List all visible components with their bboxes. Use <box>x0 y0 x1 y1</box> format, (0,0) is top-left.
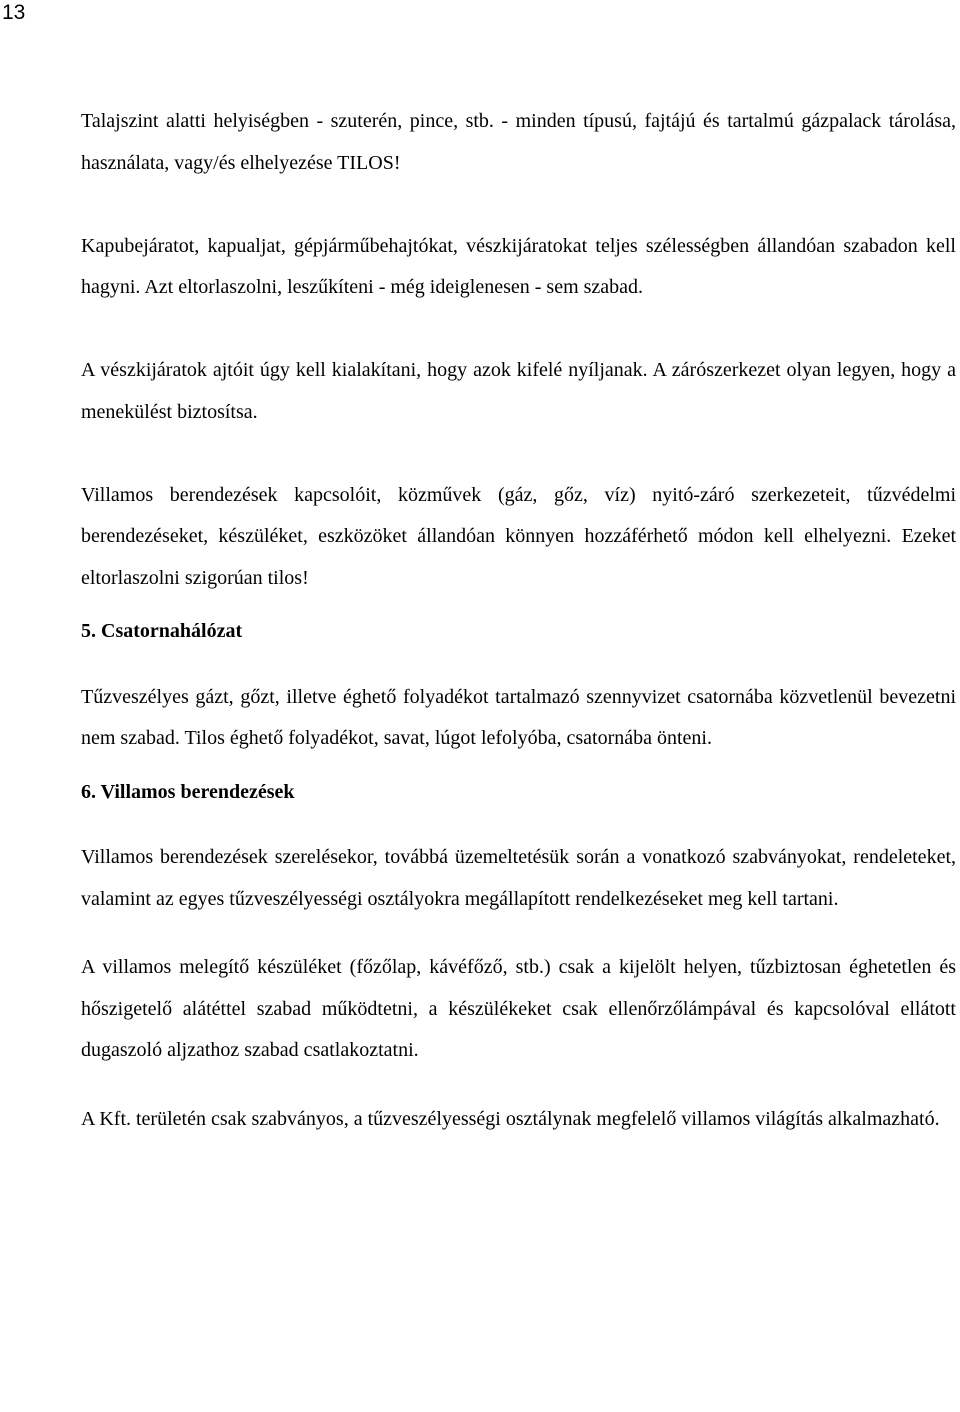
paragraph-gateways-free: Kapubejáratot, kapualjat, gépjárműbehajtókat, vészkijáratokat teljes szélességben állandóan szabadon kell hagyni. Azt eltorlaszolni, leszűkíteni - még ideiglenesen - sem szabad. <box>81 234 956 298</box>
section-heading-sewer: 5. Csatornahálózat <box>81 620 243 642</box>
section-heading-electrical: 6. Villamos berendezések <box>81 780 295 803</box>
paragraph-lighting: A Kft. területén csak szabványos, a tűzveszélyességi osztálynak megfelelő villamos világítás alkalmazható. <box>81 1107 940 1130</box>
paragraph-electrical-standards: Villamos berendezések szerelésekor, továbbá üzemeltetésük során a vonatkozó szabványokat, rendeleteket, valamint az egyes tűzveszélyességi osztályokra megállapított rendelkezéseket meg kell tartani. <box>81 846 956 910</box>
paragraph-switches-access: Villamos berendezések kapcsolóit, közművek (gáz, gőz, víz) nyitó-záró szerkezeteit, tűzvédelmi berendezéseket, készüléket, eszközöket állandóan könnyen hozzáférhető módon kell elhelyezni. Ezeket eltorlaszolni szigorúan tilos! <box>81 483 956 589</box>
paragraph-gas-cylinder-storage: Talajszint alatti helyiségben - szuterén, pince, stb. - minden típusú, fajtájú és tartalmú gázpalack tárolása, használata, vagy/és elhelyezése TILOS! <box>81 110 956 174</box>
page-number: 13 <box>2 1 26 24</box>
paragraph-sewer-rules: Tűzveszélyes gázt, gőzt, illetve éghető folyadékot tartalmazó szennyvizet csatornába közvetlenül bevezetni nem szabad. Tilos éghető folyadékot, savat, lúgot lefolyóba, csatornába önteni. <box>81 685 956 749</box>
paragraph-emergency-exits: A vészkijáratok ajtóit úgy kell kialakítani, hogy azok kifelé nyíljanak. A zárószerkezet olyan legyen, hogy a menekülést biztosítsa. <box>81 359 956 423</box>
document-body <box>81 101 956 1140</box>
paragraph-heating-devices: A villamos melegítő készüléket (főzőlap, kávéfőző, stb.) csak a kijelölt helyen, tűzbiztosan éghetetlen és hőszigetelő alátéttel szabad működtetni, a készülékeket csak ellenőrzőlámpával és kapcsolóval ellátott dugaszoló aljzathoz szabad csatlakoztatni. <box>81 956 956 1061</box>
